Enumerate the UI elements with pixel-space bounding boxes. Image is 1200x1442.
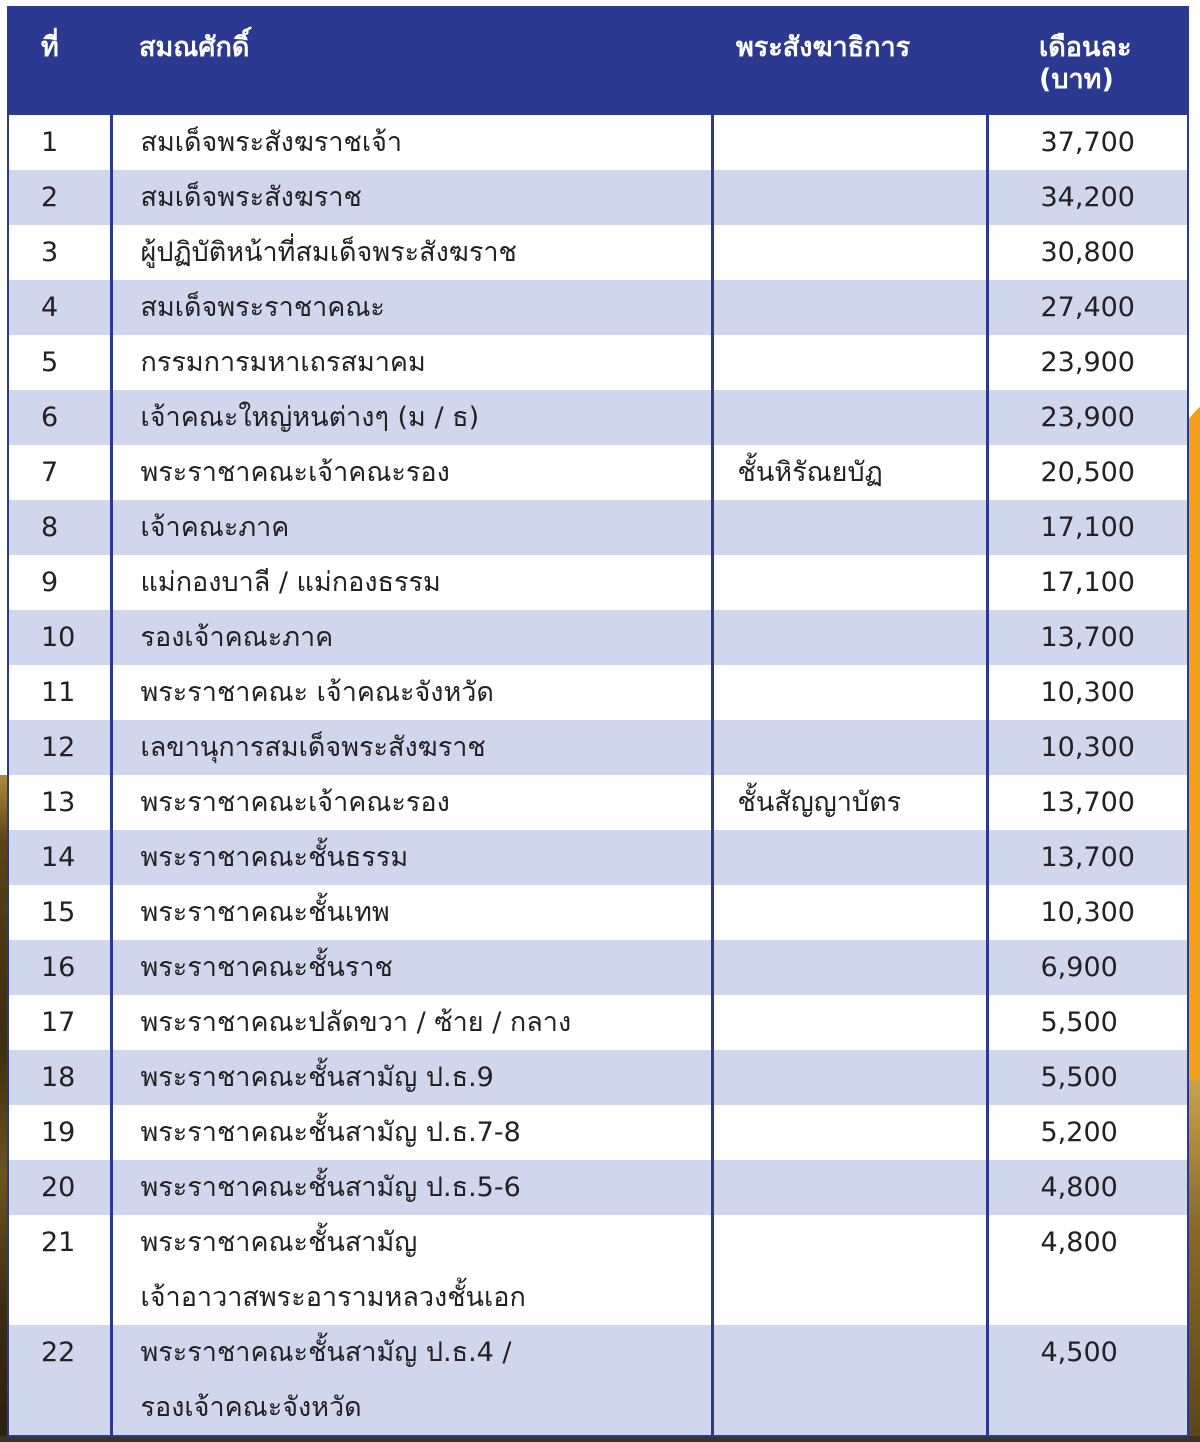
cell-admin [712,115,987,170]
cell-no: 12 [9,720,111,775]
table-row [9,775,1187,830]
cell-amount: 23,900 [987,335,1187,390]
cell-rank-line: แม่กองบาลี / แม่กองธรรม [140,567,441,598]
cell-rank-line: พระราชาคณะชั้นสามัญ [140,1227,418,1258]
cell-no: 7 [9,445,111,500]
cell-no: 9 [9,555,111,610]
cell-rank-line: รองเจ้าคณะจังหวัด [140,1392,362,1423]
cell-no: 10 [9,610,111,665]
cell-amount: 10,300 [987,885,1187,940]
cell-admin [712,170,987,225]
cell-rank [111,720,712,775]
cell-amount: 4,800 [987,1215,1187,1325]
cell-amount: 5,200 [987,1105,1187,1160]
table-row [9,115,1187,170]
cell-rank [111,335,712,390]
cell-rank-line: พระราชาคณะปลัดขวา / ซ้าย / กลาง [140,1007,572,1038]
cell-amount: 5,500 [987,995,1187,1050]
cell-rank-line: พระราชาคณะเจ้าคณะรอง [140,457,450,488]
header-amount-line1: เดือนละ [1039,32,1132,63]
cell-rank [111,885,712,940]
cell-rank [111,225,712,280]
table-row [9,995,1187,1050]
cell-rank-line: พระราชาคณะชั้นสามัญ ป.ธ.4 / [140,1337,512,1368]
cell-amount: 27,400 [987,280,1187,335]
cell-rank [111,1215,712,1325]
cell-rank [111,610,712,665]
cell-no: 17 [9,995,111,1050]
table-body [9,115,1187,1435]
table-row [9,1215,1187,1325]
table-row [9,170,1187,225]
cell-admin [712,335,987,390]
table-row [9,445,1187,500]
cell-rank-line: พระราชาคณะชั้นราช [140,952,393,983]
cell-admin [712,885,987,940]
header-amount-line2: (บาท) [1039,64,1114,95]
cell-amount: 17,100 [987,555,1187,610]
cell-no: 18 [9,1050,111,1105]
cell-no: 13 [9,775,111,830]
cell-rank [111,1325,712,1435]
cell-no: 2 [9,170,111,225]
cell-rank-line: เลขานุการสมเด็จพระสังฆราช [140,732,486,763]
cell-admin: ชั้นหิรัณยบัฏ [712,445,987,500]
cell-rank [111,665,712,720]
header-no: ที่ [9,8,111,115]
table-row [9,885,1187,940]
cell-rank [111,500,712,555]
header-row [9,8,1187,115]
cell-rank [111,555,712,610]
cell-amount: 34,200 [987,170,1187,225]
table-row [9,500,1187,555]
cell-amount: 6,900 [987,940,1187,995]
cell-rank [111,170,712,225]
monk-allowance-table [9,8,1187,1435]
cell-admin [712,1105,987,1160]
table-row [9,1050,1187,1105]
cell-amount: 17,100 [987,500,1187,555]
cell-amount: 37,700 [987,115,1187,170]
cell-rank [111,1050,712,1105]
cell-admin [712,225,987,280]
cell-rank [111,1105,712,1160]
cell-rank-line: รองเจ้าคณะภาค [140,622,334,653]
cell-amount: 4,800 [987,1160,1187,1215]
table-row [9,555,1187,610]
table-row [9,1160,1187,1215]
cell-rank [111,445,712,500]
monk-allowance-table-container [7,6,1189,1437]
cell-no: 21 [9,1215,111,1325]
cell-rank [111,775,712,830]
cell-rank-line: พระราชาคณะชั้นสามัญ ป.ธ.5-6 [140,1172,521,1203]
cell-rank [111,940,712,995]
cell-rank-line: เจ้าคณะใหญ่หนต่างๆ (ม / ธ) [140,402,480,433]
cell-no: 15 [9,885,111,940]
table-row [9,280,1187,335]
cell-rank [111,1160,712,1215]
cell-rank [111,115,712,170]
cell-amount: 23,900 [987,390,1187,445]
table-row [9,1325,1187,1435]
cell-amount: 20,500 [987,445,1187,500]
cell-no: 5 [9,335,111,390]
cell-rank-line: เจ้าคณะภาค [140,512,290,543]
cell-no: 14 [9,830,111,885]
cell-rank [111,995,712,1050]
cell-no: 8 [9,500,111,555]
cell-rank-line: สมเด็จพระสังฆราช [140,182,362,213]
cell-rank-line: ผู้ปฏิบัติหน้าที่สมเด็จพระสังฆราช [140,237,517,268]
cell-admin [712,720,987,775]
table-row [9,830,1187,885]
cell-admin [712,390,987,445]
table-row [9,1105,1187,1160]
cell-rank-line: พระราชาคณะเจ้าคณะรอง [140,787,450,818]
cell-no: 4 [9,280,111,335]
cell-amount: 4,500 [987,1325,1187,1435]
cell-rank-line: พระราชาคณะชั้นสามัญ ป.ธ.9 [140,1062,494,1093]
cell-rank-line: สมเด็จพระสังฆราชเจ้า [140,127,403,158]
cell-rank-line: พระราชาคณะชั้นสามัญ ป.ธ.7-8 [140,1117,521,1148]
cell-rank-line: พระราชาคณะ เจ้าคณะจังหวัด [140,677,494,708]
cell-rank [111,390,712,445]
cell-no: 16 [9,940,111,995]
header-admin: พระสังฆาธิการ [712,8,987,115]
cell-amount: 13,700 [987,775,1187,830]
cell-amount: 10,300 [987,665,1187,720]
cell-no: 22 [9,1325,111,1435]
cell-admin [712,1160,987,1215]
cell-admin [712,1325,987,1435]
cell-admin [712,995,987,1050]
cell-no: 1 [9,115,111,170]
cell-amount: 13,700 [987,610,1187,665]
cell-amount: 30,800 [987,225,1187,280]
cell-amount: 5,500 [987,1050,1187,1105]
table-row [9,665,1187,720]
cell-no: 3 [9,225,111,280]
cell-admin [712,830,987,885]
cell-admin [712,280,987,335]
cell-no: 11 [9,665,111,720]
cell-rank-line: พระราชาคณะชั้นธรรม [140,842,409,873]
table-row [9,335,1187,390]
cell-rank [111,830,712,885]
cell-admin [712,940,987,995]
cell-rank-line: กรรมการมหาเถรสมาคม [140,347,426,378]
cell-admin [712,610,987,665]
table-row [9,940,1187,995]
table-header [9,8,1187,115]
cell-admin [712,665,987,720]
header-amount [987,8,1187,115]
cell-admin: ชั้นสัญญาบัตร [712,775,987,830]
cell-no: 20 [9,1160,111,1215]
cell-admin [712,500,987,555]
cell-admin [712,1050,987,1105]
cell-no: 6 [9,390,111,445]
cell-amount: 10,300 [987,720,1187,775]
table-row [9,225,1187,280]
cell-rank-line: พระราชาคณะชั้นเทพ [140,897,390,928]
cell-no: 19 [9,1105,111,1160]
table-row [9,720,1187,775]
cell-admin [712,555,987,610]
cell-rank-line: เจ้าอาวาสพระอารามหลวงชั้นเอก [140,1282,526,1313]
table-row [9,390,1187,445]
table-row [9,610,1187,665]
cell-admin [712,1215,987,1325]
cell-rank [111,280,712,335]
cell-amount: 13,700 [987,830,1187,885]
cell-rank-line: สมเด็จพระราชาคณะ [140,292,385,323]
header-rank: สมณศักดิ์ [111,8,712,115]
